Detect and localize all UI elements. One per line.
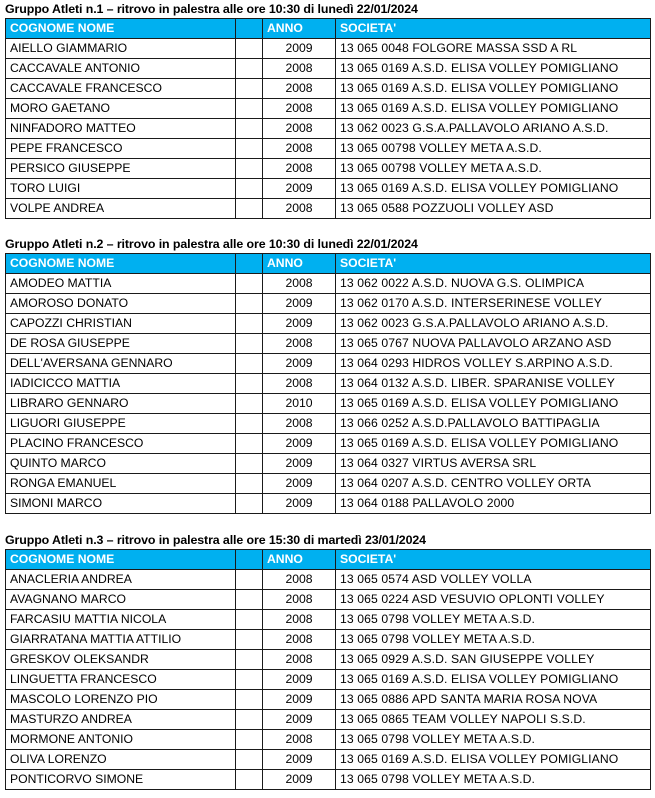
header-society: SOCIETA' xyxy=(336,550,651,570)
group-title: Gruppo Atleti n.2 – ritrovo in palestra alle ore 10:30 di lunedì 22/01/2024 xyxy=(5,237,418,251)
empty-cell xyxy=(236,79,263,99)
society-cell: 13 065 0798 VOLLEY META A.S.D. xyxy=(336,630,651,650)
birth-year-cell: 2008 xyxy=(263,159,336,179)
athlete-name-cell: DELL'AVERSANA GENNARO xyxy=(6,354,236,374)
athlete-name-cell: LINGUETTA FRANCESCO xyxy=(6,670,236,690)
birth-year-cell: 2008 xyxy=(263,199,336,219)
society-cell: 13 065 0169 A.S.D. ELISA VOLLEY POMIGLIANO xyxy=(336,179,651,199)
society-cell: 13 064 0188 PALLAVOLO 2000 xyxy=(336,494,651,514)
empty-cell xyxy=(236,274,263,294)
empty-cell xyxy=(236,670,263,690)
birth-year-cell: 2008 xyxy=(263,59,336,79)
society-cell: 13 065 0865 TEAM VOLLEY NAPOLI S.S.D. xyxy=(336,710,651,730)
empty-cell xyxy=(236,294,263,314)
birth-year-cell: 2009 xyxy=(263,354,336,374)
birth-year-cell: 2008 xyxy=(263,650,336,670)
birth-year-cell: 2009 xyxy=(263,770,336,790)
table-row xyxy=(6,670,651,690)
header-empty xyxy=(236,254,263,274)
empty-cell xyxy=(236,730,263,750)
table-row xyxy=(6,474,651,494)
birth-year-cell: 2008 xyxy=(263,79,336,99)
society-cell: 13 066 0252 A.S.D.PALLAVOLO BATTIPAGLIA xyxy=(336,414,651,434)
birth-year-cell: 2008 xyxy=(263,274,336,294)
empty-cell xyxy=(236,394,263,414)
empty-cell xyxy=(236,334,263,354)
table-row xyxy=(6,770,651,790)
table-row xyxy=(6,159,651,179)
athlete-name-cell: AMODEO MATTIA xyxy=(6,274,236,294)
birth-year-cell: 2008 xyxy=(263,119,336,139)
society-cell: 13 064 0207 A.S.D. CENTRO VOLLEY ORTA xyxy=(336,474,651,494)
society-cell: 13 064 0327 VIRTUS AVERSA SRL xyxy=(336,454,651,474)
header-empty xyxy=(236,550,263,570)
athlete-name-cell: PERSICO GIUSEPPE xyxy=(6,159,236,179)
empty-cell xyxy=(236,139,263,159)
society-cell: 13 065 0169 A.S.D. ELISA VOLLEY POMIGLIANO xyxy=(336,79,651,99)
society-cell: 13 062 0023 G.S.A.PALLAVOLO ARIANO A.S.D. xyxy=(336,119,651,139)
athlete-name-cell: MASTURZO ANDREA xyxy=(6,710,236,730)
empty-cell xyxy=(236,454,263,474)
table-row xyxy=(6,354,651,374)
empty-cell xyxy=(236,119,263,139)
society-cell: 13 065 0169 A.S.D. ELISA VOLLEY POMIGLIANO xyxy=(336,670,651,690)
birth-year-cell: 2009 xyxy=(263,494,336,514)
society-cell: 13 065 0798 VOLLEY META A.S.D. xyxy=(336,610,651,630)
header-name: COGNOME NOME xyxy=(6,254,236,274)
birth-year-cell: 2009 xyxy=(263,39,336,59)
header-year: ANNO xyxy=(263,550,336,570)
athlete-name-cell: AVAGNANO MARCO xyxy=(6,590,236,610)
table-row xyxy=(6,494,651,514)
athlete-name-cell: FARCASIU MATTIA NICOLA xyxy=(6,610,236,630)
empty-cell xyxy=(236,494,263,514)
athlete-name-cell: AMOROSO DONATO xyxy=(6,294,236,314)
table-row xyxy=(6,119,651,139)
birth-year-cell: 2009 xyxy=(263,314,336,334)
empty-cell xyxy=(236,690,263,710)
athlete-name-cell: OLIVA LORENZO xyxy=(6,750,236,770)
society-cell: 13 065 0224 ASD VESUVIO OPLONTI VOLLEY xyxy=(336,590,651,610)
society-cell: 13 062 0023 G.S.A.PALLAVOLO ARIANO A.S.D. xyxy=(336,314,651,334)
birth-year-cell: 2009 xyxy=(263,710,336,730)
table-row xyxy=(6,374,651,394)
table-row xyxy=(6,274,651,294)
society-cell: 13 065 0886 APD SANTA MARIA ROSA NOVA xyxy=(336,690,651,710)
birth-year-cell: 2009 xyxy=(263,474,336,494)
table-row xyxy=(6,179,651,199)
society-cell: 13 065 0798 VOLLEY META A.S.D. xyxy=(336,770,651,790)
athlete-name-cell: PLACINO FRANCESCO xyxy=(6,434,236,454)
table-row xyxy=(6,39,651,59)
header-society: SOCIETA' xyxy=(336,254,651,274)
table-row xyxy=(6,730,651,750)
birth-year-cell: 2008 xyxy=(263,334,336,354)
birth-year-cell: 2009 xyxy=(263,690,336,710)
athlete-name-cell: GIARRATANA MATTIA ATTILIO xyxy=(6,630,236,650)
table-row xyxy=(6,79,651,99)
athlete-name-cell: ANACLERIA ANDREA xyxy=(6,570,236,590)
table-row xyxy=(6,610,651,630)
empty-cell xyxy=(236,474,263,494)
society-cell: 13 065 0169 A.S.D. ELISA VOLLEY POMIGLIANO xyxy=(336,750,651,770)
athlete-name-cell: CACCAVALE ANTONIO xyxy=(6,59,236,79)
group-3 xyxy=(5,531,650,790)
table-row xyxy=(6,99,651,119)
athlete-name-cell: VOLPE ANDREA xyxy=(6,199,236,219)
empty-cell xyxy=(236,179,263,199)
athlete-name-cell: CAPOZZI CHRISTIAN xyxy=(6,314,236,334)
athlete-name-cell: DE ROSA GIUSEPPE xyxy=(6,334,236,354)
athlete-name-cell: AIELLO GIAMMARIO xyxy=(6,39,236,59)
empty-cell xyxy=(236,610,263,630)
athlete-name-cell: MORMONE ANTONIO xyxy=(6,730,236,750)
athlete-name-cell: LIBRARO GENNARO xyxy=(6,394,236,414)
athlete-name-cell: IADICICCO MATTIA xyxy=(6,374,236,394)
birth-year-cell: 2009 xyxy=(263,434,336,454)
table-row xyxy=(6,690,651,710)
empty-cell xyxy=(236,770,263,790)
birth-year-cell: 2008 xyxy=(263,630,336,650)
empty-cell xyxy=(236,159,263,179)
society-cell: 13 065 0929 A.S.D. SAN GIUSEPPE VOLLEY xyxy=(336,650,651,670)
birth-year-cell: 2009 xyxy=(263,294,336,314)
athletes-table xyxy=(5,549,651,790)
birth-year-cell: 2008 xyxy=(263,730,336,750)
table-header-row xyxy=(6,254,651,274)
empty-cell xyxy=(236,314,263,334)
society-cell: 13 064 0132 A.S.D. LIBER. SPARANISE VOLLEY xyxy=(336,374,651,394)
birth-year-cell: 2009 xyxy=(263,670,336,690)
athletes-table xyxy=(5,253,651,514)
table-row xyxy=(6,394,651,414)
society-cell: 13 062 0170 A.S.D. INTERSERINESE VOLLEY xyxy=(336,294,651,314)
athlete-name-cell: PONTICORVO SIMONE xyxy=(6,770,236,790)
society-cell: 13 065 0048 FOLGORE MASSA SSD A RL xyxy=(336,39,651,59)
athlete-name-cell: NINFADORO MATTEO xyxy=(6,119,236,139)
empty-cell xyxy=(236,199,263,219)
header-year: ANNO xyxy=(263,254,336,274)
header-empty xyxy=(236,19,263,39)
empty-cell xyxy=(236,710,263,730)
table-row xyxy=(6,294,651,314)
header-name: COGNOME NOME xyxy=(6,550,236,570)
society-cell: 13 065 0798 VOLLEY META A.S.D. xyxy=(336,730,651,750)
empty-cell xyxy=(236,414,263,434)
table-row xyxy=(6,139,651,159)
society-cell: 13 065 0169 A.S.D. ELISA VOLLEY POMIGLIANO xyxy=(336,59,651,79)
athlete-name-cell: CACCAVALE FRANCESCO xyxy=(6,79,236,99)
birth-year-cell: 2008 xyxy=(263,414,336,434)
birth-year-cell: 2009 xyxy=(263,179,336,199)
society-cell: 13 062 0022 A.S.D. NUOVA G.S. OLIMPICA xyxy=(336,274,651,294)
athlete-name-cell: MORO GAETANO xyxy=(6,99,236,119)
table-row xyxy=(6,199,651,219)
birth-year-cell: 2008 xyxy=(263,99,336,119)
group-title: Gruppo Atleti n.3 – ritrovo in palestra alle ore 15:30 di martedì 23/01/2024 xyxy=(5,533,426,547)
table-row xyxy=(6,750,651,770)
group-1 xyxy=(5,0,650,219)
birth-year-cell: 2008 xyxy=(263,374,336,394)
athletes-table xyxy=(5,18,651,219)
athlete-name-cell: MASCOLO LORENZO PIO xyxy=(6,690,236,710)
birth-year-cell: 2008 xyxy=(263,139,336,159)
table-row xyxy=(6,454,651,474)
table-row xyxy=(6,710,651,730)
athlete-name-cell: QUINTO MARCO xyxy=(6,454,236,474)
society-cell: 13 065 0574 ASD VOLLEY VOLLA xyxy=(336,570,651,590)
birth-year-cell: 2008 xyxy=(263,610,336,630)
athlete-name-cell: GRESKOV OLEKSANDR xyxy=(6,650,236,670)
header-name: COGNOME NOME xyxy=(6,19,236,39)
athlete-name-cell: RONGA EMANUEL xyxy=(6,474,236,494)
table-row xyxy=(6,334,651,354)
empty-cell xyxy=(236,434,263,454)
table-row xyxy=(6,414,651,434)
table-row xyxy=(6,434,651,454)
birth-year-cell: 2010 xyxy=(263,394,336,414)
society-cell: 13 065 0767 NUOVA PALLAVOLO ARZANO ASD xyxy=(336,334,651,354)
empty-cell xyxy=(236,39,263,59)
empty-cell xyxy=(236,590,263,610)
society-cell: 13 065 0169 A.S.D. ELISA VOLLEY POMIGLIANO xyxy=(336,99,651,119)
group-title: Gruppo Atleti n.1 – ritrovo in palestra alle ore 10:30 di lunedì 22/01/2024 xyxy=(5,2,418,16)
society-cell: 13 065 00798 VOLLEY META A.S.D. xyxy=(336,159,651,179)
birth-year-cell: 2008 xyxy=(263,590,336,610)
table-row xyxy=(6,630,651,650)
birth-year-cell: 2009 xyxy=(263,454,336,474)
athlete-name-cell: LIGUORI GIUSEPPE xyxy=(6,414,236,434)
society-cell: 13 065 0169 A.S.D. ELISA VOLLEY POMIGLIANO xyxy=(336,394,651,414)
group-2 xyxy=(5,235,650,514)
empty-cell xyxy=(236,354,263,374)
society-cell: 13 064 0293 HIDROS VOLLEY S.ARPINO A.S.D. xyxy=(336,354,651,374)
table-header-row xyxy=(6,550,651,570)
table-row xyxy=(6,59,651,79)
athlete-name-cell: SIMONI MARCO xyxy=(6,494,236,514)
header-year: ANNO xyxy=(263,19,336,39)
table-header-row xyxy=(6,19,651,39)
table-row xyxy=(6,570,651,590)
society-cell: 13 065 0169 A.S.D. ELISA VOLLEY POMIGLIANO xyxy=(336,434,651,454)
society-cell: 13 065 00798 VOLLEY META A.S.D. xyxy=(336,139,651,159)
header-society: SOCIETA' xyxy=(336,19,651,39)
table-row xyxy=(6,314,651,334)
birth-year-cell: 2008 xyxy=(263,570,336,590)
table-row xyxy=(6,590,651,610)
empty-cell xyxy=(236,99,263,119)
empty-cell xyxy=(236,650,263,670)
empty-cell xyxy=(236,374,263,394)
athlete-name-cell: PEPE FRANCESCO xyxy=(6,139,236,159)
table-row xyxy=(6,650,651,670)
athlete-name-cell: TORO LUIGI xyxy=(6,179,236,199)
society-cell: 13 065 0588 POZZUOLI VOLLEY ASD xyxy=(336,199,651,219)
birth-year-cell: 2009 xyxy=(263,750,336,770)
empty-cell xyxy=(236,59,263,79)
empty-cell xyxy=(236,570,263,590)
empty-cell xyxy=(236,630,263,650)
empty-cell xyxy=(236,750,263,770)
